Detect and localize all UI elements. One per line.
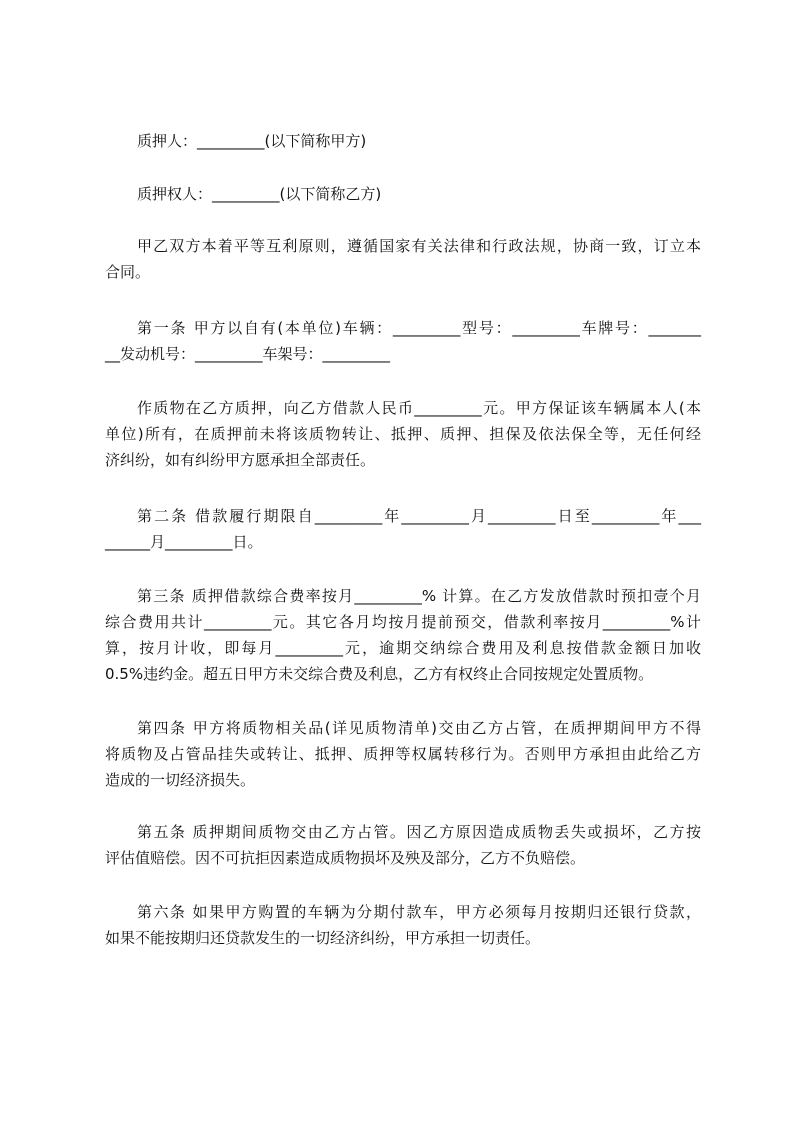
text-line: 第一条 甲方以自有(本单位)车辆：_________型号：_________车牌号：_______ <box>137 319 701 337</box>
article-2-paragraph <box>105 503 701 555</box>
text-line: 评估值赔偿。因不可抗拒因素造成质物损坏及殃及部分，乙方不负赔偿。 <box>105 849 586 867</box>
text-line: 第四条 甲方将质物相关品(详见质物清单)交由乙方占管，在质押期间甲方不得 <box>137 719 701 737</box>
article-4-paragraph <box>105 715 701 793</box>
pledgee-paragraph <box>105 181 701 207</box>
text-line: 第二条 借款履行期限自_________年_________月_________日至_________年___ <box>137 507 701 525</box>
text-line: 0.5%违约金。超五日甲方未交综合费及利息，乙方有权终止合同按规定处置质物。 <box>105 665 654 683</box>
pledgor-paragraph <box>105 128 701 154</box>
text-line: 甲乙双方本着平等互利原则，遵循国家有关法律和行政法规，协商一致，订立本 <box>137 237 701 255</box>
preamble-paragraph <box>105 233 701 285</box>
text-line: 算，按月计收，即每月_________元，逾期交纳综合费用及利息按借款金额日加收 <box>105 639 701 657</box>
article-3-paragraph <box>105 583 701 687</box>
text-line: 作质物在乙方质押，向乙方借款人民币_________元。甲方保证该车辆属本人(本 <box>137 399 701 417</box>
text-line: 济纠纷，如有纠纷甲方愿承担全部责任。 <box>105 451 376 469</box>
article-1-continued-paragraph <box>105 395 701 473</box>
text-line: ______月_________日。 <box>105 533 263 551</box>
text-line: 合同。 <box>105 263 151 281</box>
article-5-paragraph <box>105 819 701 871</box>
text-line: 第三条 质押借款综合费率按月_________% 计算。在乙方发放借款时预扣壹个月 <box>137 587 701 605</box>
text-line: 质押人：_________(以下简称甲方) <box>137 132 367 150</box>
text-line: __发动机号：_________车架号：_________ <box>105 345 391 363</box>
text-line: 造成的一切经济损失。 <box>105 771 256 789</box>
article-1-paragraph <box>105 315 701 367</box>
text-line: 单位)所有，在质押前未将该质物转让、抵押、质押、担保及依法保全等，无任何经 <box>105 425 701 443</box>
text-line: 综合费用共计_________元。其它各月均按月提前预交，借款利率按月_________%计 <box>105 613 701 631</box>
article-6-paragraph <box>105 899 701 951</box>
text-line: 质押权人：_________(以下简称乙方) <box>137 185 382 203</box>
text-line: 第五条 质押期间质物交由乙方占管。因乙方原因造成质物丢失或损坏，乙方按 <box>137 823 701 841</box>
text-line: 如果不能按期归还贷款发生的一切经济纠纷，甲方承担一切责任。 <box>105 929 541 947</box>
text-line: 将质物及占管品挂失或转让、抵押、质押等权属转移行为。否则甲方承担由此给乙方 <box>105 745 701 763</box>
text-line: 第六条 如果甲方购置的车辆为分期付款车，甲方必须每月按期归还银行贷款， <box>137 903 701 921</box>
